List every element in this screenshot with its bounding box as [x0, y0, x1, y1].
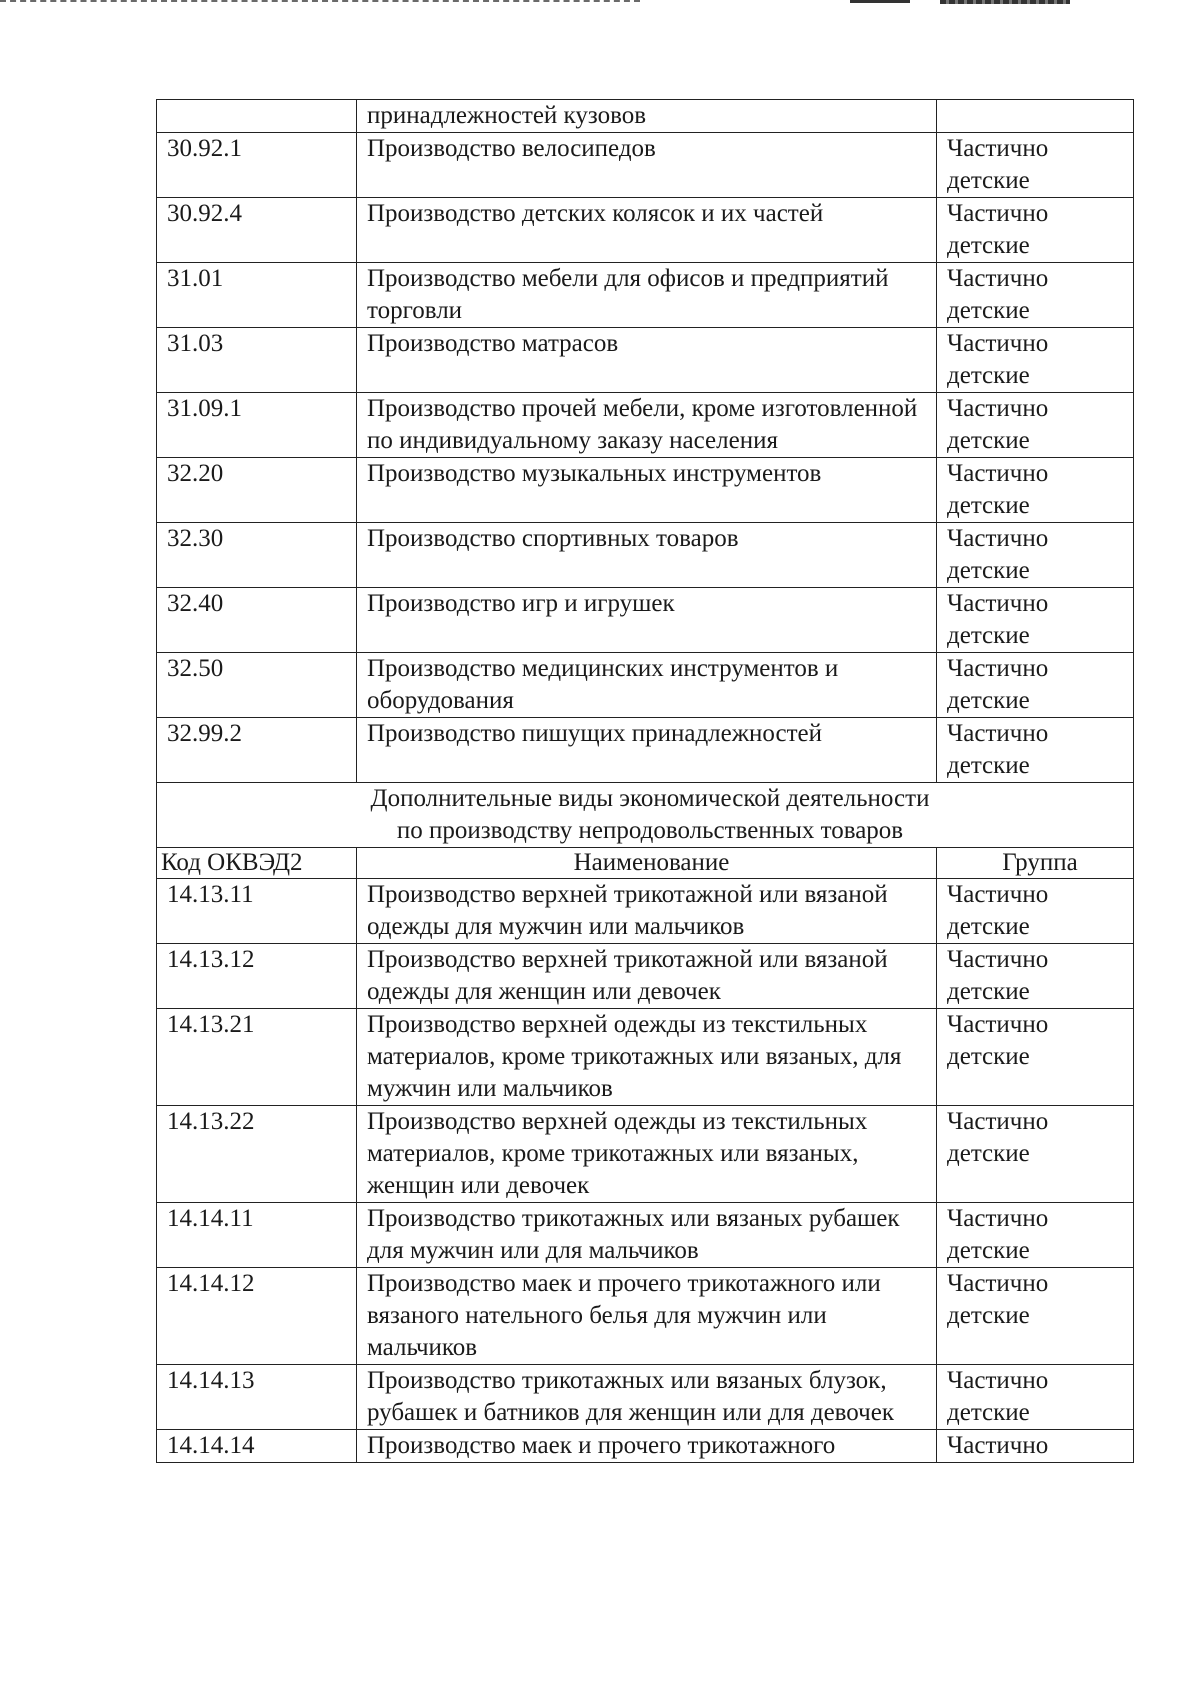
table-row — [157, 879, 1134, 944]
group-cell: Частично детские — [937, 718, 1134, 783]
code-cell: 14.14.12 — [157, 1268, 357, 1365]
code-cell: 14.13.12 — [157, 944, 357, 1009]
name-cell: Производство маек и прочего трикотажного или вязаного нательного белья для мужчин или мальчиков — [357, 1268, 937, 1365]
name-cell: Производство маек и прочего трикотажного — [357, 1430, 937, 1463]
name-cell: Производство медицинских инструментов и оборудования — [357, 653, 937, 718]
table-row — [157, 523, 1134, 588]
table-row — [157, 458, 1134, 523]
code-cell: 32.99.2 — [157, 718, 357, 783]
table-row — [157, 1203, 1134, 1268]
section-row — [157, 783, 1134, 848]
code-cell: 14.14.13 — [157, 1365, 357, 1430]
group-cell: Частично детские — [937, 653, 1134, 718]
group-cell: Частично детские — [937, 1268, 1134, 1365]
table-row — [157, 393, 1134, 458]
name-cell: Производство верхней трикотажной или вязаной одежды для женщин или девочек — [357, 944, 937, 1009]
header-row — [157, 848, 1134, 879]
scan-mark — [940, 0, 1070, 4]
table-row — [157, 133, 1134, 198]
code-cell: 32.30 — [157, 523, 357, 588]
code-cell: 31.09.1 — [157, 393, 357, 458]
name-cell: Производство верхней одежды из текстильных материалов, кроме трикотажных или вязаных, для мужчин или мальчиков — [357, 1009, 937, 1106]
name-cell: Производство верхней одежды из текстильных материалов, кроме трикотажных или вязаных, женщин или девочек — [357, 1106, 937, 1203]
table-row — [157, 1106, 1134, 1203]
group-cell: Частично детские — [937, 1106, 1134, 1203]
code-cell: 14.14.14 — [157, 1430, 357, 1463]
code-cell: 32.50 — [157, 653, 357, 718]
name-cell: Производство спортивных товаров — [357, 523, 937, 588]
table-row — [157, 198, 1134, 263]
table-row — [157, 1268, 1134, 1365]
table-row — [157, 1009, 1134, 1106]
group-cell: Частично детские — [937, 198, 1134, 263]
group-cell: Частично детские — [937, 588, 1134, 653]
group-cell — [937, 100, 1134, 133]
header-code: Код ОКВЭД2 — [157, 848, 357, 879]
header-group: Группа — [937, 848, 1134, 879]
table-row — [157, 1365, 1134, 1430]
group-cell: Частично детские — [937, 1365, 1134, 1430]
code-cell: 32.40 — [157, 588, 357, 653]
group-cell: Частично детские — [937, 458, 1134, 523]
name-cell: Производство велосипедов — [357, 133, 937, 198]
name-cell: Производство трикотажных или вязаных рубашек для мужчин или для мальчиков — [357, 1203, 937, 1268]
code-cell: 14.14.11 — [157, 1203, 357, 1268]
group-cell: Частично — [937, 1430, 1134, 1463]
name-cell: Производство мебели для офисов и предприятий торговли — [357, 263, 937, 328]
table-row — [157, 653, 1134, 718]
code-cell: 32.20 — [157, 458, 357, 523]
name-cell: Производство пишущих принадлежностей — [357, 718, 937, 783]
name-cell: Производство детских колясок и их частей — [357, 198, 937, 263]
name-cell: Производство музыкальных инструментов — [357, 458, 937, 523]
code-cell: 31.03 — [157, 328, 357, 393]
code-cell: 31.01 — [157, 263, 357, 328]
group-cell: Частично детские — [937, 523, 1134, 588]
name-cell: Производство игр и игрушек — [357, 588, 937, 653]
code-cell: 30.92.4 — [157, 198, 357, 263]
code-cell — [157, 100, 357, 133]
group-cell: Частично детские — [937, 263, 1134, 328]
table-row — [157, 100, 1134, 133]
header-name: Наименование — [357, 848, 937, 879]
name-cell: принадлежностей кузовов — [357, 100, 937, 133]
scan-mark — [850, 0, 910, 3]
okved-table — [156, 99, 1134, 1463]
code-cell: 14.13.11 — [157, 879, 357, 944]
group-cell: Частично детские — [937, 328, 1134, 393]
code-cell: 14.13.22 — [157, 1106, 357, 1203]
group-cell: Частично детские — [937, 133, 1134, 198]
group-cell: Частично детские — [937, 393, 1134, 458]
group-cell: Частично детские — [937, 1009, 1134, 1106]
table-row — [157, 944, 1134, 1009]
group-cell: Частично детские — [937, 879, 1134, 944]
code-cell: 30.92.1 — [157, 133, 357, 198]
name-cell: Производство верхней трикотажной или вязаной одежды для мужчин или мальчиков — [357, 879, 937, 944]
code-cell: 14.13.21 — [157, 1009, 357, 1106]
scan-edge-dashes — [0, 0, 640, 2]
section-title: Дополнительные виды экономической деятельности по производству непродовольственных товаров — [157, 783, 1134, 848]
name-cell: Производство прочей мебели, кроме изготовленной по индивидуальному заказу населения — [357, 393, 937, 458]
table-row — [157, 588, 1134, 653]
table-row — [157, 1430, 1134, 1463]
name-cell: Производство трикотажных или вязаных блузок, рубашек и батников для женщин или для девочек — [357, 1365, 937, 1430]
table-row — [157, 263, 1134, 328]
group-cell: Частично детские — [937, 944, 1134, 1009]
table-row — [157, 718, 1134, 783]
table-row — [157, 328, 1134, 393]
group-cell: Частично детские — [937, 1203, 1134, 1268]
name-cell: Производство матрасов — [357, 328, 937, 393]
